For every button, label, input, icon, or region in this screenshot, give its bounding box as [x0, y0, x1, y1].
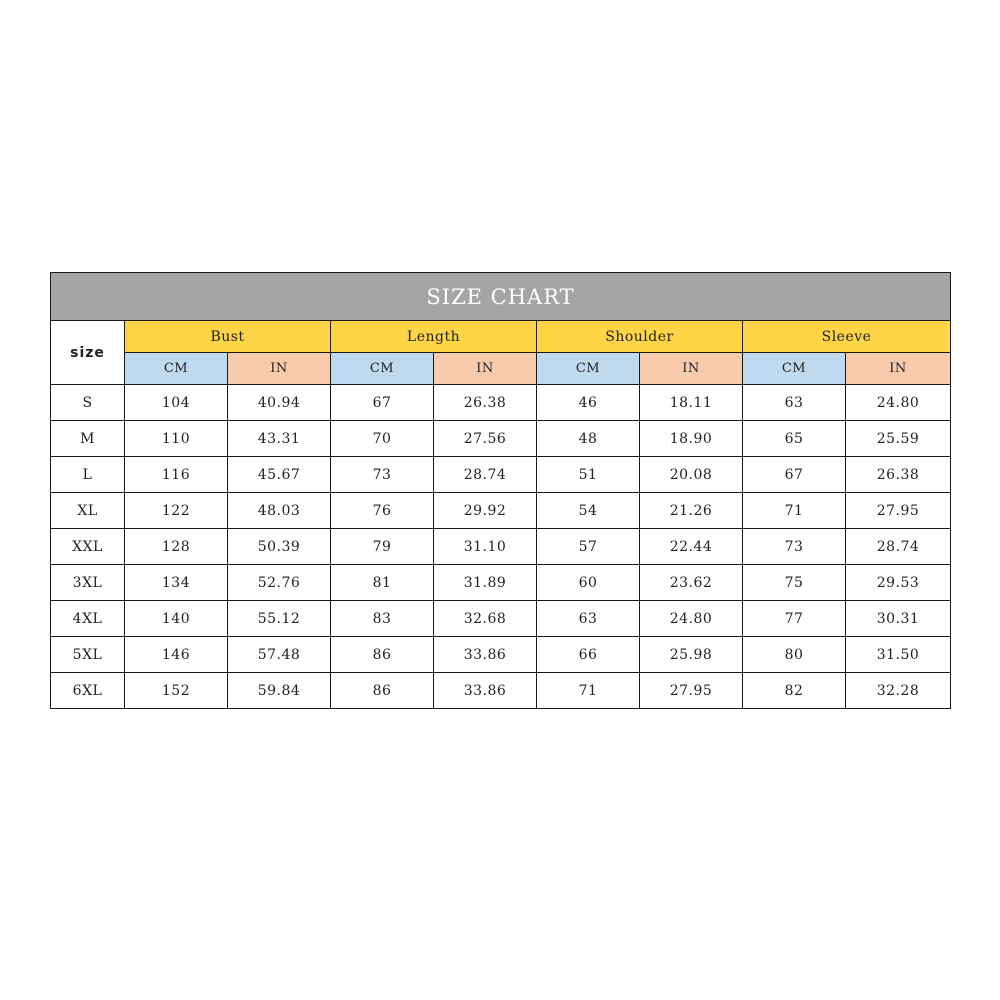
value-cell-cm: 66 — [537, 637, 640, 673]
value-cell-in: 50.39 — [228, 529, 331, 565]
unit-header-cm: CM — [537, 353, 640, 385]
size-cell: 6XL — [51, 673, 125, 709]
value-cell-cm: 63 — [743, 385, 846, 421]
value-cell-cm: 79 — [331, 529, 434, 565]
value-cell-in: 33.86 — [434, 637, 537, 673]
value-cell-in: 26.38 — [846, 457, 951, 493]
value-cell-in: 59.84 — [228, 673, 331, 709]
value-cell-cm: 71 — [743, 493, 846, 529]
value-cell-cm: 81 — [331, 565, 434, 601]
value-cell-in: 31.10 — [434, 529, 537, 565]
value-cell-cm: 146 — [125, 637, 228, 673]
unit-header-in: IN — [640, 353, 743, 385]
value-cell-in: 23.62 — [640, 565, 743, 601]
value-cell-cm: 76 — [331, 493, 434, 529]
value-cell-in: 32.28 — [846, 673, 951, 709]
value-cell-in: 52.76 — [228, 565, 331, 601]
value-cell-in: 20.08 — [640, 457, 743, 493]
unit-header-in: IN — [228, 353, 331, 385]
value-cell-in: 24.80 — [640, 601, 743, 637]
value-cell-in: 33.86 — [434, 673, 537, 709]
table-row — [51, 601, 951, 637]
value-cell-cm: 57 — [537, 529, 640, 565]
group-header-bust: Bust — [125, 321, 331, 353]
value-cell-cm: 73 — [331, 457, 434, 493]
value-cell-in: 40.94 — [228, 385, 331, 421]
value-cell-in: 32.68 — [434, 601, 537, 637]
value-cell-cm: 128 — [125, 529, 228, 565]
value-cell-cm: 67 — [743, 457, 846, 493]
value-cell-cm: 82 — [743, 673, 846, 709]
value-cell-in: 28.74 — [846, 529, 951, 565]
unit-header-cm: CM — [125, 353, 228, 385]
group-header-row — [51, 321, 951, 353]
table-row — [51, 493, 951, 529]
value-cell-cm: 60 — [537, 565, 640, 601]
value-cell-cm: 65 — [743, 421, 846, 457]
size-cell: XXL — [51, 529, 125, 565]
value-cell-in: 18.11 — [640, 385, 743, 421]
table-row — [51, 529, 951, 565]
value-cell-in: 25.98 — [640, 637, 743, 673]
value-cell-cm: 122 — [125, 493, 228, 529]
value-cell-in: 57.48 — [228, 637, 331, 673]
value-cell-in: 45.67 — [228, 457, 331, 493]
size-cell: XL — [51, 493, 125, 529]
value-cell-in: 26.38 — [434, 385, 537, 421]
unit-header-cm: CM — [331, 353, 434, 385]
value-cell-cm: 77 — [743, 601, 846, 637]
title-row — [51, 273, 951, 321]
value-cell-in: 27.56 — [434, 421, 537, 457]
size-chart-table — [50, 272, 951, 709]
value-cell-cm: 67 — [331, 385, 434, 421]
value-cell-in: 27.95 — [846, 493, 951, 529]
value-cell-cm: 46 — [537, 385, 640, 421]
group-header-sleeve: Sleeve — [743, 321, 951, 353]
size-cell: L — [51, 457, 125, 493]
value-cell-in: 55.12 — [228, 601, 331, 637]
value-cell-in: 30.31 — [846, 601, 951, 637]
table-row — [51, 457, 951, 493]
value-cell-cm: 73 — [743, 529, 846, 565]
table-row — [51, 673, 951, 709]
value-cell-cm: 71 — [537, 673, 640, 709]
unit-header-in: IN — [434, 353, 537, 385]
unit-header-cm: CM — [743, 353, 846, 385]
value-cell-cm: 80 — [743, 637, 846, 673]
unit-header-in: IN — [846, 353, 951, 385]
value-cell-cm: 75 — [743, 565, 846, 601]
value-cell-cm: 104 — [125, 385, 228, 421]
table-row — [51, 385, 951, 421]
value-cell-in: 27.95 — [640, 673, 743, 709]
table-row — [51, 565, 951, 601]
size-cell: 3XL — [51, 565, 125, 601]
group-header-shoulder: Shoulder — [537, 321, 743, 353]
size-cell: 4XL — [51, 601, 125, 637]
value-cell-cm: 152 — [125, 673, 228, 709]
value-cell-in: 29.53 — [846, 565, 951, 601]
value-cell-cm: 86 — [331, 673, 434, 709]
value-cell-in: 22.44 — [640, 529, 743, 565]
size-column-header: size — [51, 321, 125, 385]
value-cell-cm: 63 — [537, 601, 640, 637]
chart-title: SIZE CHART — [51, 273, 951, 321]
value-cell-cm: 83 — [331, 601, 434, 637]
size-cell: 5XL — [51, 637, 125, 673]
table-row — [51, 637, 951, 673]
value-cell-in: 31.50 — [846, 637, 951, 673]
value-cell-in: 21.26 — [640, 493, 743, 529]
value-cell-in: 43.31 — [228, 421, 331, 457]
size-cell: M — [51, 421, 125, 457]
value-cell-cm: 70 — [331, 421, 434, 457]
value-cell-in: 48.03 — [228, 493, 331, 529]
unit-header-row — [51, 353, 951, 385]
value-cell-in: 31.89 — [434, 565, 537, 601]
value-cell-in: 29.92 — [434, 493, 537, 529]
value-cell-cm: 51 — [537, 457, 640, 493]
value-cell-cm: 116 — [125, 457, 228, 493]
group-header-length: Length — [331, 321, 537, 353]
value-cell-cm: 48 — [537, 421, 640, 457]
value-cell-cm: 110 — [125, 421, 228, 457]
value-cell-in: 28.74 — [434, 457, 537, 493]
value-cell-cm: 86 — [331, 637, 434, 673]
value-cell-cm: 134 — [125, 565, 228, 601]
value-cell-cm: 54 — [537, 493, 640, 529]
value-cell-in: 25.59 — [846, 421, 951, 457]
value-cell-in: 18.90 — [640, 421, 743, 457]
value-cell-in: 24.80 — [846, 385, 951, 421]
size-cell: S — [51, 385, 125, 421]
size-chart — [50, 272, 950, 709]
value-cell-cm: 140 — [125, 601, 228, 637]
table-row — [51, 421, 951, 457]
